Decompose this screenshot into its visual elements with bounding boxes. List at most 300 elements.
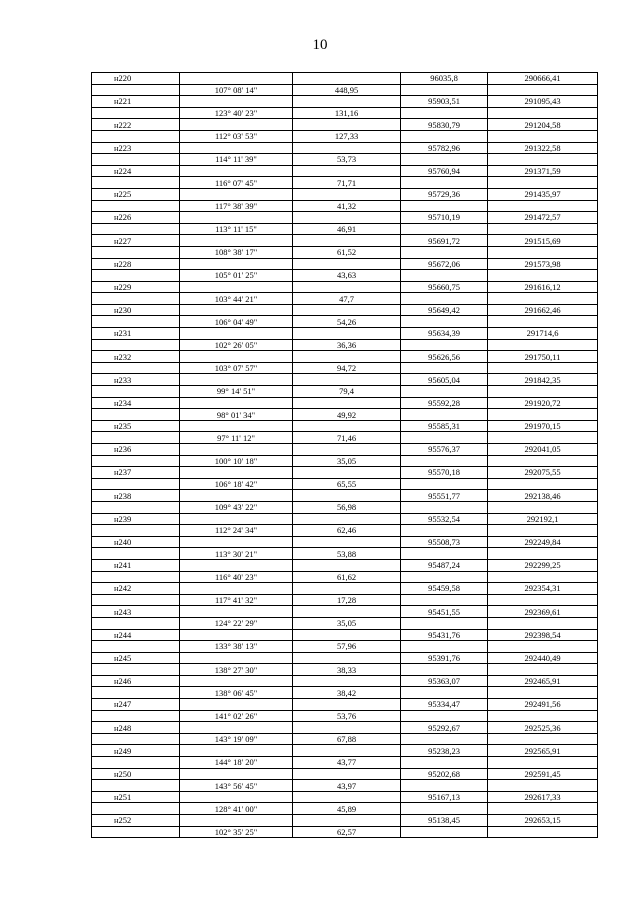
point-row [92, 420, 598, 432]
segment-length-cell [293, 328, 401, 340]
point-row [92, 119, 598, 131]
segment-length-cell: 43,63 [293, 270, 401, 282]
coordinate-x-cell: 95532,54 [401, 513, 488, 525]
direction-angle-cell: 102° 35' 25" [180, 826, 293, 838]
point-name-cell [92, 594, 180, 606]
direction-angle-cell: 99° 14' 51" [180, 386, 293, 398]
direction-angle-cell [180, 675, 293, 687]
coordinate-y-cell [488, 432, 598, 444]
point-name-cell [92, 293, 180, 305]
point-name-cell [92, 386, 180, 398]
coordinate-y-cell [488, 130, 598, 142]
coordinate-y-cell: 292299,25 [488, 559, 598, 571]
segment-row [92, 733, 598, 745]
direction-angle-cell: 138° 27' 30" [180, 664, 293, 676]
direction-angle-cell: 144° 18' 20" [180, 757, 293, 769]
point-name-cell: н244 [92, 629, 180, 641]
coordinate-x-cell: 95710,19 [401, 212, 488, 224]
direction-angle-cell: 128° 41' 00" [180, 803, 293, 815]
coordinate-x-cell [401, 501, 488, 513]
point-name-cell: н247 [92, 699, 180, 711]
coordinate-y-cell: 291573,98 [488, 258, 598, 270]
direction-angle-cell: 143° 19' 09" [180, 733, 293, 745]
coordinate-y-cell [488, 641, 598, 653]
coordinate-y-cell: 292565,91 [488, 745, 598, 757]
segment-length-cell: 61,52 [293, 246, 401, 258]
coordinate-y-cell: 292249,84 [488, 536, 598, 548]
direction-angle-cell [180, 212, 293, 224]
point-row [92, 675, 598, 687]
direction-angle-cell [180, 328, 293, 340]
coordinate-y-cell: 291204,58 [488, 119, 598, 131]
coordinate-y-cell: 291616,12 [488, 281, 598, 293]
segment-row [92, 107, 598, 119]
direction-angle-cell [180, 791, 293, 803]
coordinate-y-cell: 292491,56 [488, 699, 598, 711]
direction-angle-cell: 97° 11' 12" [180, 432, 293, 444]
direction-angle-cell: 98° 01' 34" [180, 409, 293, 421]
segment-row [92, 362, 598, 374]
coordinate-x-cell [401, 177, 488, 189]
segment-length-cell: 38,42 [293, 687, 401, 699]
direction-angle-cell [180, 536, 293, 548]
segment-row [92, 617, 598, 629]
segment-row [92, 594, 598, 606]
coordinate-x-cell [401, 594, 488, 606]
coordinate-y-cell [488, 362, 598, 374]
direction-angle-cell: 112° 24' 34" [180, 525, 293, 537]
segment-row [92, 780, 598, 792]
direction-angle-cell [180, 629, 293, 641]
point-name-cell [92, 339, 180, 351]
coordinate-y-cell: 291920,72 [488, 397, 598, 409]
coordinate-y-cell [488, 687, 598, 699]
point-row [92, 559, 598, 571]
point-row [92, 699, 598, 711]
segment-length-cell: 47,7 [293, 293, 401, 305]
point-name-cell: н224 [92, 165, 180, 177]
direction-angle-cell: 107° 08' 14" [180, 84, 293, 96]
point-name-cell: н239 [92, 513, 180, 525]
direction-angle-cell [180, 444, 293, 456]
coordinate-x-cell [401, 617, 488, 629]
point-row [92, 235, 598, 247]
direction-angle-cell: 106° 18' 42" [180, 478, 293, 490]
segment-length-cell: 35,05 [293, 455, 401, 467]
point-name-cell [92, 548, 180, 560]
coordinates-table [91, 72, 598, 838]
coordinate-y-cell [488, 664, 598, 676]
segment-length-cell [293, 420, 401, 432]
segment-length-cell [293, 513, 401, 525]
coordinate-x-cell: 95292,67 [401, 722, 488, 734]
coordinate-x-cell: 95605,04 [401, 374, 488, 386]
segment-row [92, 130, 598, 142]
direction-angle-cell: 114° 11' 39" [180, 154, 293, 166]
segment-row [92, 432, 598, 444]
segment-row [92, 293, 598, 305]
direction-angle-cell [180, 467, 293, 479]
segment-length-cell: 53,73 [293, 154, 401, 166]
point-name-cell [92, 641, 180, 653]
coordinate-y-cell [488, 270, 598, 282]
coordinate-y-cell: 292075,55 [488, 467, 598, 479]
coordinate-y-cell [488, 339, 598, 351]
coordinate-x-cell: 95431,76 [401, 629, 488, 641]
coordinate-x-cell [401, 478, 488, 490]
coordinates-table-body [92, 73, 598, 838]
segment-length-cell: 71,46 [293, 432, 401, 444]
point-name-cell [92, 733, 180, 745]
point-row [92, 768, 598, 780]
direction-angle-cell [180, 559, 293, 571]
coordinate-x-cell [401, 710, 488, 722]
coordinate-x-cell [401, 200, 488, 212]
segment-length-cell: 43,77 [293, 757, 401, 769]
coordinate-y-cell: 292138,46 [488, 490, 598, 502]
coordinate-y-cell: 292653,15 [488, 815, 598, 827]
segment-length-cell [293, 768, 401, 780]
segment-length-cell: 56,98 [293, 501, 401, 513]
coordinate-x-cell [401, 293, 488, 305]
coordinate-y-cell [488, 826, 598, 838]
direction-angle-cell: 112° 03' 53" [180, 130, 293, 142]
coordinate-x-cell: 96035,8 [401, 73, 488, 85]
segment-row [92, 223, 598, 235]
point-name-cell: н240 [92, 536, 180, 548]
coordinate-x-cell [401, 826, 488, 838]
segment-length-cell: 127,33 [293, 130, 401, 142]
point-name-cell [92, 130, 180, 142]
direction-angle-cell: 113° 11' 15" [180, 223, 293, 235]
direction-angle-cell: 124° 22' 29" [180, 617, 293, 629]
segment-row [92, 641, 598, 653]
coordinate-x-cell [401, 339, 488, 351]
segment-row [92, 525, 598, 537]
direction-angle-cell: 117° 41' 32" [180, 594, 293, 606]
point-row [92, 258, 598, 270]
point-row [92, 444, 598, 456]
coordinate-y-cell [488, 780, 598, 792]
point-name-cell [92, 687, 180, 699]
point-name-cell [92, 525, 180, 537]
point-row [92, 73, 598, 85]
segment-length-cell [293, 212, 401, 224]
segment-length-cell: 17,28 [293, 594, 401, 606]
point-row [92, 397, 598, 409]
coordinate-x-cell [401, 525, 488, 537]
page-number: 10 [312, 37, 328, 53]
coordinate-y-cell [488, 386, 598, 398]
direction-angle-cell [180, 96, 293, 108]
point-name-cell: н248 [92, 722, 180, 734]
segment-length-cell: 43,97 [293, 780, 401, 792]
segment-length-cell [293, 745, 401, 757]
segment-length-cell: 131,16 [293, 107, 401, 119]
segment-row [92, 339, 598, 351]
point-name-cell: н226 [92, 212, 180, 224]
direction-angle-cell [180, 606, 293, 618]
direction-angle-cell [180, 490, 293, 502]
point-row [92, 188, 598, 200]
coordinate-x-cell: 95585,31 [401, 420, 488, 432]
segment-length-cell [293, 351, 401, 363]
point-row [92, 212, 598, 224]
coordinate-x-cell [401, 270, 488, 282]
coordinate-y-cell [488, 594, 598, 606]
coordinate-x-cell [401, 409, 488, 421]
point-name-cell: н222 [92, 119, 180, 131]
direction-angle-cell: 100° 10' 18" [180, 455, 293, 467]
coordinate-x-cell: 95672,06 [401, 258, 488, 270]
direction-angle-cell: 143° 56' 45" [180, 780, 293, 792]
segment-length-cell: 94,72 [293, 362, 401, 374]
point-name-cell [92, 200, 180, 212]
direction-angle-cell: 133° 38' 13" [180, 641, 293, 653]
coordinate-x-cell: 95649,42 [401, 304, 488, 316]
coordinate-x-cell: 95760,94 [401, 165, 488, 177]
point-name-cell: н228 [92, 258, 180, 270]
point-name-cell: н227 [92, 235, 180, 247]
point-name-cell [92, 432, 180, 444]
coordinate-y-cell: 291371,59 [488, 165, 598, 177]
point-name-cell: н249 [92, 745, 180, 757]
coordinate-y-cell [488, 803, 598, 815]
point-name-cell [92, 478, 180, 490]
coordinate-y-cell: 291750,11 [488, 351, 598, 363]
coordinate-x-cell [401, 107, 488, 119]
segment-length-cell: 62,46 [293, 525, 401, 537]
segment-row [92, 316, 598, 328]
coordinate-y-cell: 292525,36 [488, 722, 598, 734]
coordinate-y-cell [488, 525, 598, 537]
point-row [92, 606, 598, 618]
direction-angle-cell: 116° 40' 23" [180, 571, 293, 583]
point-name-cell [92, 803, 180, 815]
point-row [92, 652, 598, 664]
point-name-cell: н250 [92, 768, 180, 780]
coordinate-y-cell [488, 154, 598, 166]
point-name-cell: н233 [92, 374, 180, 386]
coordinate-y-cell [488, 293, 598, 305]
coordinate-x-cell [401, 223, 488, 235]
coordinate-x-cell: 95626,56 [401, 351, 488, 363]
point-name-cell [92, 270, 180, 282]
segment-length-cell [293, 165, 401, 177]
segment-row [92, 664, 598, 676]
coordinate-x-cell: 95138,45 [401, 815, 488, 827]
direction-angle-cell [180, 745, 293, 757]
point-name-cell: н245 [92, 652, 180, 664]
segment-length-cell [293, 699, 401, 711]
coordinate-y-cell [488, 710, 598, 722]
segment-length-cell [293, 815, 401, 827]
point-name-cell [92, 177, 180, 189]
coordinate-x-cell: 95459,58 [401, 583, 488, 595]
point-name-cell: н220 [92, 73, 180, 85]
point-row [92, 536, 598, 548]
coordinate-y-cell: 292465,91 [488, 675, 598, 687]
direction-angle-cell: 102° 26' 05" [180, 339, 293, 351]
coordinate-x-cell [401, 84, 488, 96]
coordinate-x-cell [401, 246, 488, 258]
segment-length-cell: 53,88 [293, 548, 401, 560]
point-row [92, 513, 598, 525]
point-name-cell: н236 [92, 444, 180, 456]
point-name-cell [92, 246, 180, 258]
segment-length-cell [293, 304, 401, 316]
point-name-cell: н234 [92, 397, 180, 409]
segment-length-cell [293, 142, 401, 154]
segment-length-cell: 53,76 [293, 710, 401, 722]
direction-angle-cell: 108° 38' 17" [180, 246, 293, 258]
coordinate-x-cell [401, 154, 488, 166]
segment-length-cell [293, 467, 401, 479]
point-name-cell [92, 316, 180, 328]
segment-length-cell: 49,92 [293, 409, 401, 421]
coordinate-x-cell: 95691,72 [401, 235, 488, 247]
coordinate-x-cell: 95391,76 [401, 652, 488, 664]
segment-row [92, 710, 598, 722]
point-name-cell [92, 826, 180, 838]
coordinate-x-cell [401, 386, 488, 398]
coordinate-y-cell: 291714,6 [488, 328, 598, 340]
segment-length-cell: 62,57 [293, 826, 401, 838]
point-name-cell [92, 362, 180, 374]
direction-angle-cell [180, 235, 293, 247]
point-row [92, 791, 598, 803]
direction-angle-cell: 103° 07' 57" [180, 362, 293, 374]
point-row [92, 490, 598, 502]
segment-row [92, 455, 598, 467]
direction-angle-cell [180, 513, 293, 525]
segment-length-cell: 448,95 [293, 84, 401, 96]
coordinate-y-cell: 291472,57 [488, 212, 598, 224]
segment-length-cell [293, 606, 401, 618]
coordinate-x-cell [401, 362, 488, 374]
coordinate-x-cell [401, 733, 488, 745]
point-name-cell: н252 [92, 815, 180, 827]
point-name-cell [92, 617, 180, 629]
segment-length-cell [293, 722, 401, 734]
point-name-cell: н230 [92, 304, 180, 316]
coordinate-y-cell [488, 316, 598, 328]
coordinate-x-cell: 95202,68 [401, 768, 488, 780]
segment-length-cell [293, 96, 401, 108]
segment-length-cell: 41,32 [293, 200, 401, 212]
point-name-cell: н221 [92, 96, 180, 108]
segment-row [92, 409, 598, 421]
coordinate-y-cell: 292369,61 [488, 606, 598, 618]
coordinate-x-cell: 95238,23 [401, 745, 488, 757]
segment-row [92, 803, 598, 815]
segment-length-cell [293, 652, 401, 664]
segment-row [92, 200, 598, 212]
coordinate-x-cell: 95487,24 [401, 559, 488, 571]
coordinate-x-cell [401, 316, 488, 328]
segment-length-cell: 46,91 [293, 223, 401, 235]
segment-length-cell: 57,96 [293, 641, 401, 653]
segment-length-cell [293, 258, 401, 270]
coordinate-y-cell [488, 84, 598, 96]
point-row [92, 281, 598, 293]
direction-angle-cell [180, 142, 293, 154]
point-name-cell: н225 [92, 188, 180, 200]
coordinate-y-cell: 290666,41 [488, 73, 598, 85]
coordinate-y-cell: 292354,31 [488, 583, 598, 595]
segment-row [92, 270, 598, 282]
coordinate-y-cell: 292041,05 [488, 444, 598, 456]
segment-length-cell [293, 119, 401, 131]
coordinate-y-cell: 291662,46 [488, 304, 598, 316]
coordinate-y-cell [488, 177, 598, 189]
coordinate-x-cell: 95830,79 [401, 119, 488, 131]
direction-angle-cell [180, 699, 293, 711]
segment-row [92, 386, 598, 398]
point-name-cell [92, 223, 180, 235]
direction-angle-cell: 106° 04' 49" [180, 316, 293, 328]
coordinate-y-cell [488, 548, 598, 560]
coordinate-y-cell [488, 757, 598, 769]
direction-angle-cell: 123° 40' 23" [180, 107, 293, 119]
segment-length-cell [293, 791, 401, 803]
point-name-cell: н223 [92, 142, 180, 154]
coordinate-x-cell: 95729,36 [401, 188, 488, 200]
segment-length-cell [293, 188, 401, 200]
point-name-cell [92, 757, 180, 769]
segment-length-cell [293, 559, 401, 571]
segment-row [92, 154, 598, 166]
segment-length-cell: 65,55 [293, 478, 401, 490]
point-name-cell [92, 664, 180, 676]
segment-row [92, 84, 598, 96]
coordinate-x-cell [401, 664, 488, 676]
point-row [92, 467, 598, 479]
point-name-cell: н246 [92, 675, 180, 687]
segment-row [92, 826, 598, 838]
coordinate-x-cell [401, 571, 488, 583]
coordinate-x-cell: 95903,51 [401, 96, 488, 108]
point-name-cell [92, 84, 180, 96]
direction-angle-cell: 117° 38' 39" [180, 200, 293, 212]
coordinate-y-cell [488, 455, 598, 467]
point-name-cell [92, 710, 180, 722]
segment-row [92, 548, 598, 560]
point-name-cell: н241 [92, 559, 180, 571]
coordinate-x-cell: 95592,28 [401, 397, 488, 409]
coordinate-y-cell [488, 733, 598, 745]
coordinate-x-cell [401, 687, 488, 699]
point-row [92, 815, 598, 827]
coordinate-x-cell: 95334,47 [401, 699, 488, 711]
segment-length-cell: 67,88 [293, 733, 401, 745]
direction-angle-cell: 105° 01' 25" [180, 270, 293, 282]
coordinate-y-cell [488, 246, 598, 258]
coordinate-x-cell: 95551,77 [401, 490, 488, 502]
segment-length-cell: 71,71 [293, 177, 401, 189]
coordinate-y-cell [488, 478, 598, 490]
direction-angle-cell [180, 304, 293, 316]
point-name-cell: н235 [92, 420, 180, 432]
coordinate-x-cell: 95660,75 [401, 281, 488, 293]
coordinate-x-cell [401, 757, 488, 769]
point-name-cell: н232 [92, 351, 180, 363]
point-name-cell: н237 [92, 467, 180, 479]
direction-angle-cell [180, 722, 293, 734]
coordinate-y-cell: 292192,1 [488, 513, 598, 525]
segment-length-cell [293, 675, 401, 687]
direction-angle-cell [180, 815, 293, 827]
